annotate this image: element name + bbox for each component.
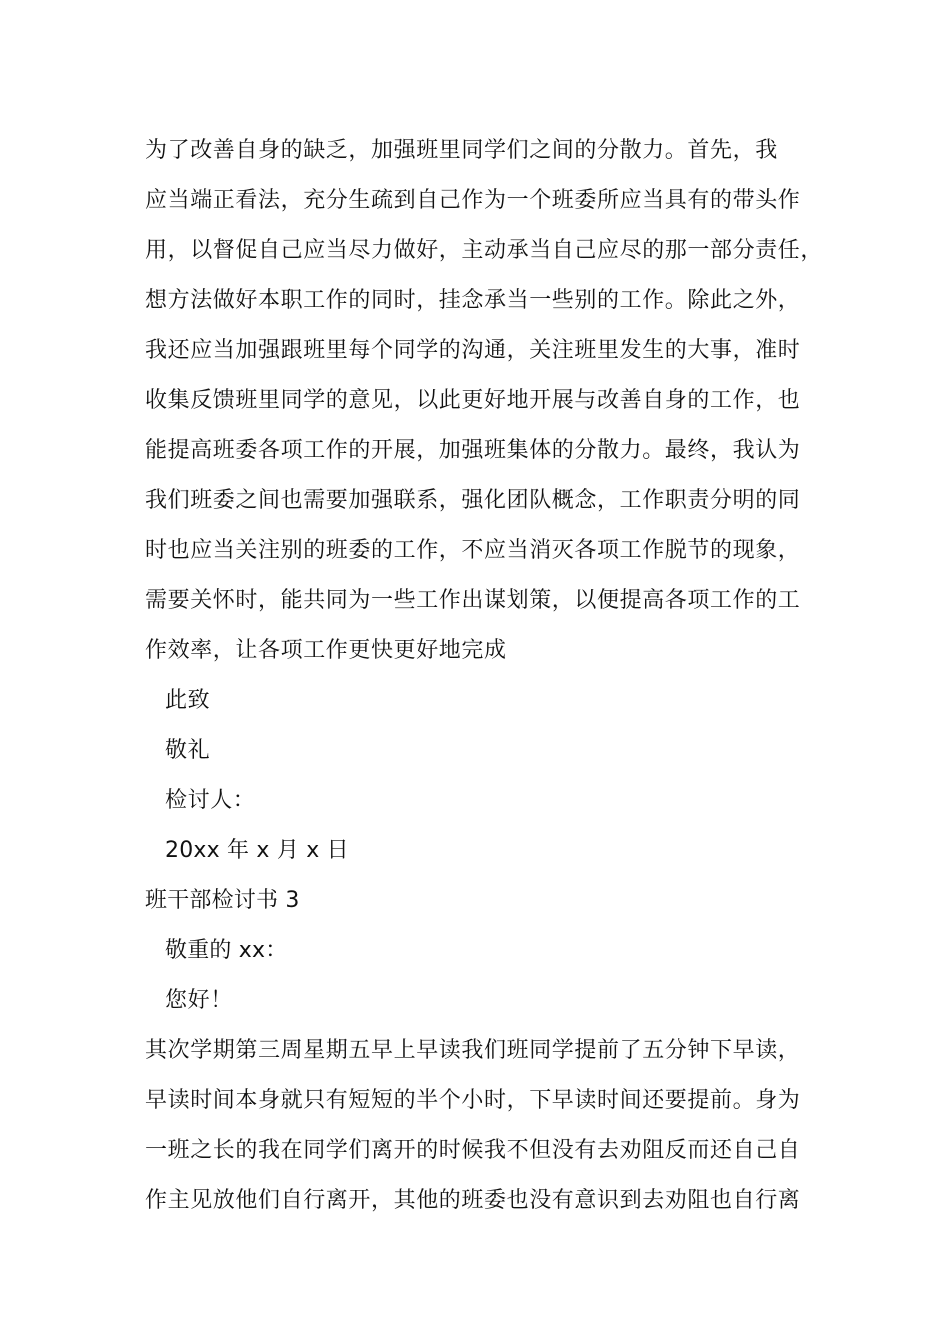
paragraph-line: 用，以督促自己应当尽力做好，主动承当自己应尽的那一部分责任， [145,238,824,263]
document-body [145,126,835,1226]
addressee-line: 敬重的 xx： [165,938,288,963]
paragraph-line: 一班之长的我在同学们离开的时候我不但没有去劝阻反而还自己自 [145,1138,801,1163]
closing-line: 此致 [165,688,211,713]
date-line: 20xx 年 x 月 x 日 [165,838,349,863]
signer-line: 检讨人： [165,788,256,813]
paragraph-line: 作效率，让各项工作更快更好地完成 [145,638,507,663]
paragraph-line: 能提高班委各项工作的开展，加强班集体的分散力。最终，我认为 [145,438,801,463]
paragraph-line: 我们班委之间也需要加强联系，强化团队概念，工作职责分明的同 [145,488,801,513]
section-title: 班干部检讨书 3 [145,888,300,913]
paragraph-line: 时也应当关注别的班委的工作，不应当消灭各项工作脱节的现象， [145,538,801,563]
salute-line: 敬礼 [165,738,211,763]
paragraph-line: 收集反馈班里同学的意见，以此更好地开展与改善自身的工作，也 [145,388,801,413]
paragraph-line: 我还应当加强跟班里每个同学的沟通，关注班里发生的大事，准时 [145,338,801,363]
paragraph-line: 其次学期第三周星期五早上早读我们班同学提前了五分钟下早读， [145,1038,801,1063]
paragraph-line: 应当端正看法，充分生疏到自己作为一个班委所应当具有的带头作 [145,188,801,213]
paragraph-line: 需要关怀时，能共同为一些工作出谋划策，以便提高各项工作的工 [145,588,801,613]
paragraph-line: 作主见放他们自行离开，其他的班委也没有意识到去劝阻也自行离 [145,1188,801,1213]
greeting-line: 您好！ [165,988,233,1013]
paragraph-line: 早读时间本身就只有短短的半个小时，下早读时间还要提前。身为 [145,1088,801,1113]
paragraph-line: 为了改善自身的缺乏，加强班里同学们之间的分散力。首先，我 [145,138,778,163]
paragraph-line: 想方法做好本职工作的同时，挂念承当一些别的工作。除此之外， [145,288,801,313]
